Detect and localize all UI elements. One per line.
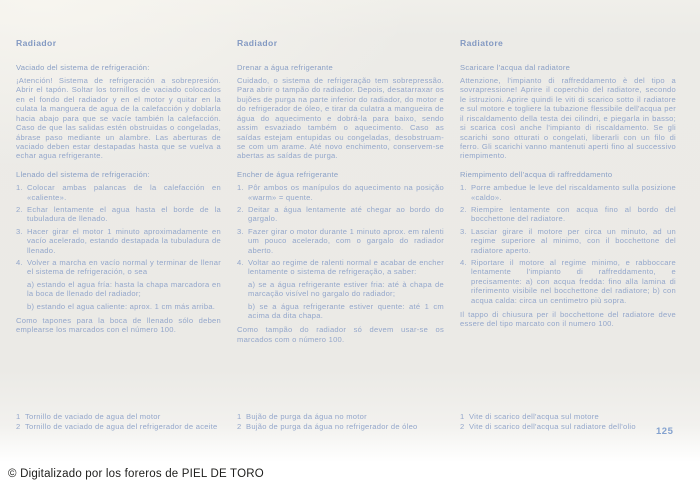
step-number: 2. — [460, 204, 467, 214]
steps-es — [16, 183, 221, 311]
page-title-es: Radiador — [16, 38, 57, 48]
footnote-number: 1 — [237, 412, 242, 421]
step-item — [460, 258, 676, 305]
paragraph-it-drain: Attenzione, l'impianto di raffreddamento è del tipo a sovrapressione! Aprire il coperchio del radiatore, secondo le istruzioni. Aprire quindi le viti di scarico sotto il radiatore e sul motore e togliere la tubazione flessibile dell'acqua per il riscaldamento della testa dei cilindri, e piegarla in basso; si scarica così anche l'impianto di riscaldamento. Se gli scarichi sono otturati o congelati, liberarli con un filo di ferro. Gli scarichi vanno mantenuti aperti fino al successivo riempimento. — [460, 76, 676, 161]
section-heading-pt-drain: Drenar a água refrigerante — [237, 62, 333, 72]
step-text: Echar lentamente el agua hasta el borde de la tubuladura de llenado. — [27, 204, 221, 224]
step-item — [237, 183, 444, 202]
footnote — [460, 422, 676, 432]
footnote-text: Bujão de purga da água no motor — [246, 412, 367, 421]
substep-b-es: b) estando el agua caliente: aprox. 1 cm más arriba. — [27, 301, 216, 311]
step-text: Voltar ao regime de ralenti normal e acabar de encher lentamente o sistema de refrigeração, a saber: — [248, 257, 444, 277]
substep-a-pt: a) se a água refrigerante estiver fria: até à chapa de marcação visível no gargalo do radiador; — [248, 279, 444, 299]
footnotes-row — [16, 412, 676, 432]
column-italian — [460, 38, 676, 344]
step-item — [460, 205, 676, 224]
step-text: Pôr ambos os manípulos do aquecimento na posição «warm» = quente. — [248, 183, 444, 202]
substep-a-es: a) estando el agua fría: hasta la chapa marcadora en la boca de llenado del radiador; — [27, 279, 221, 299]
footnote-number: 1 — [460, 412, 465, 421]
page-title-pt: Radiador — [237, 38, 278, 48]
paragraph-es-drain: ¡Atención! Sistema de refrigeración a sobrepresión. Abrir el tapón. Soltar los tornillos de vaciado colocados en el fondo del radiador y en el motor y quitar en la culata la manguera de agua de la calefacción y doblarla hacia abajo para que se vacíe también la calefacción. Caso de que las salidas estén obstruidas o congeladas, ábrase paso mediante un alambre. Las aberturas de vaciado deben estar destapadas hasta que se vuelva a echar agua refrigerante. — [16, 76, 221, 161]
step-item — [237, 258, 444, 277]
step-number: 4. — [237, 257, 244, 267]
step-number: 2. — [237, 204, 244, 214]
closing-note-it: Il tappo di chiusura per il bocchettone del radiatore deve essere del tipo marcato con il numero 100. — [460, 310, 676, 329]
section-heading-it-drain: Scaricare l'acqua dal radiatore — [460, 62, 571, 72]
step-item — [460, 227, 676, 255]
step-number: 3. — [16, 226, 23, 236]
step-text: Hacer girar el motor 1 minuto aproximadamente en vacío acelerado, estando destapada la tubuladura de llenado. — [27, 226, 221, 255]
footnote-text: Tornillo de vaciado de agua del refrigerador de aceite — [25, 421, 218, 431]
footnotes-it — [460, 412, 676, 432]
substep-b-pt: b) se a água refrigerante estiver quente: até 1 cm acima da dita chapa. — [248, 301, 444, 320]
footnotes-es — [16, 412, 221, 432]
step-text: Fazer girar o motor durante 1 minuto aprox. em ralenti um pouco acelerado, com o gargalo do radiador aberto. — [248, 226, 444, 255]
steps-pt — [237, 183, 444, 320]
footnote-text: Tornillo de vaciado de agua del motor — [25, 412, 161, 421]
columns-container — [16, 38, 676, 344]
column-portuguese — [237, 38, 444, 344]
footnote-text: Vite di scarico dell'acqua sul motore — [469, 412, 600, 421]
step-text: Lasciar girare il motore per circa un minuto, ad un regime superiore al minimo, con il bocchettone del radiatore aperto. — [471, 226, 676, 255]
step-number: 2. — [16, 204, 23, 214]
step-text: Deitar a água lentamente até chegar ao bordo do gargalo. — [248, 204, 444, 224]
footnote-text: Vite di scarico dell'acqua sul radiatore dell'olio — [469, 421, 636, 431]
step-number: 1. — [460, 183, 467, 193]
step-number: 4. — [16, 257, 23, 267]
footnote-text: Bujão de purga da água no refrigerador de óleo — [246, 421, 418, 431]
step-number: 3. — [237, 226, 244, 236]
page-number: 125 — [656, 426, 674, 437]
closing-note-pt: Como tampão do radiador só devem usar-se os marcados com o número 100. — [237, 325, 444, 344]
section-heading-pt-fill: Encher de água refrigerante — [237, 169, 339, 179]
footnote — [16, 412, 221, 422]
footnote — [16, 422, 221, 432]
step-item — [16, 258, 221, 277]
step-text: Riempire lentamente con acqua fino al bordo del bocchettone del radiatore. — [471, 204, 676, 224]
steps-it — [460, 183, 676, 305]
step-text: Colocar ambas palancas de la calefacción en «caliente». — [27, 183, 221, 202]
section-heading-es-drain: Vaciado del sistema de refrigeración: — [16, 62, 150, 72]
step-item — [237, 227, 444, 255]
step-item — [237, 205, 444, 224]
footnotes-pt — [237, 412, 444, 432]
page-title-it: Radiatore — [460, 38, 504, 48]
section-heading-it-fill: Riempimento dell'acqua di raffreddamento — [460, 169, 613, 179]
step-item — [16, 183, 221, 202]
step-number: 1. — [16, 183, 23, 193]
step-number: 3. — [460, 226, 467, 236]
footnote-number: 2 — [237, 421, 242, 431]
step-item — [16, 205, 221, 224]
section-heading-es-fill: Llenado del sistema de refrigeración: — [16, 169, 150, 179]
step-text: Riportare il motore al regime minimo, e rabboccare lentamente l'impianto di raffreddamento, e precisamente: a) con acqua fredda: fino alla lamina di riferimento visibile nel bocchettone del radiatore; b) con acqua calda: circa un centimetro più sopra. — [471, 257, 676, 305]
step-text: Porre ambedue le leve del riscaldamento sulla posizione «caldo». — [471, 183, 676, 202]
closing-note-es: Como tapones para la boca de llenado sólo deben emplearse los marcados con el número 100. — [16, 316, 221, 335]
paragraph-pt-drain: Cuidado, o sistema de refrigeração tem sobrepressão. Para abrir o tampão do radiador. Depois, desatarraxar os bujões de purga na parte inferior do radiador, do motor e do refrigerador de óleo, e tirar da culatra a mangueira de água do aquecimento e dobrá-la para baixo, sendo assim esvaziado também o aquecimento. Caso as saídas estejam entupidas ou congeladas, desobstruam-se com um arame. Até novo enchimento, conservem-se abertas as saídas de purga. — [237, 76, 444, 161]
footnote — [460, 412, 676, 422]
step-text: Volver a marcha en vacío normal y terminar de llenar el sistema de refrigeración, o sea — [27, 257, 221, 277]
footnote-number: 2 — [16, 421, 21, 431]
step-item — [16, 227, 221, 255]
footnote — [237, 412, 444, 422]
step-item — [460, 183, 676, 202]
footnote — [237, 422, 444, 432]
step-number: 1. — [237, 183, 244, 193]
column-spanish — [16, 38, 221, 344]
digitization-watermark: © Digitalizado por los foreros de PIEL DE TORO — [8, 468, 264, 480]
footnote-number: 1 — [16, 412, 21, 421]
footnote-number: 2 — [460, 421, 465, 431]
step-number: 4. — [460, 257, 467, 267]
